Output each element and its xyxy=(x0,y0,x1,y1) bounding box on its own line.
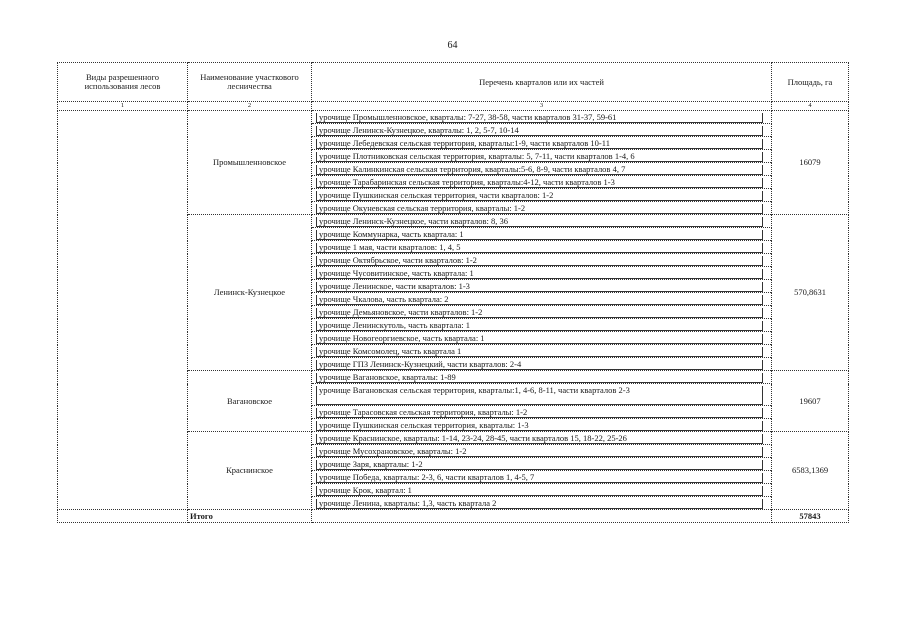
forestry-name: Краснинское xyxy=(188,432,312,510)
total-row xyxy=(58,510,849,523)
total-label: Итого xyxy=(188,510,312,523)
quarter-cell xyxy=(312,124,772,137)
area-value: 570,8631 xyxy=(772,215,849,371)
forest-quarters-table xyxy=(57,62,849,523)
header-forestry: Наименование участкового лесничества xyxy=(188,63,312,102)
quarter-text: урочище Ленинск-Кузнецкое, части кварталов: 8, 36 xyxy=(316,217,763,227)
quarter-text: урочище Чкалова, часть квартала: 2 xyxy=(316,295,763,305)
column-number: 3 xyxy=(312,102,772,111)
quarter-cell xyxy=(312,371,772,384)
forestry-name: Вагановское xyxy=(188,371,312,432)
header-quarters: Перечень кварталов или их частей xyxy=(312,63,772,102)
forestry-name: Промышленновское xyxy=(188,111,312,215)
quarter-text: урочище Мусохрановское, кварталы: 1-2 xyxy=(316,447,763,457)
total-area: 57843 xyxy=(772,510,849,523)
total-empty-cell xyxy=(312,510,772,523)
quarter-text: урочище Тарабаринская сельская территория, кварталы:4-12, части кварталов 1-3 xyxy=(316,178,763,188)
quarter-cell xyxy=(312,432,772,445)
quarter-cell xyxy=(312,445,772,458)
area-value: 16079 xyxy=(772,111,849,215)
column-number: 2 xyxy=(188,102,312,111)
quarter-text: урочище Окуневская сельская территория, кварталы: 1-2 xyxy=(316,204,763,214)
quarter-text: урочище Промышленновское, кварталы: 7-27, 38-58, части кварталов 31-37, 59-61 xyxy=(316,113,763,123)
quarter-text: урочище Заря, кварталы: 1-2 xyxy=(316,460,763,470)
quarter-text: урочище Победа, кварталы: 2-3, 6, части кварталов 1, 4-5, 7 xyxy=(316,473,763,483)
quarter-text: урочище Чусовитинское, часть квартала: 1 xyxy=(316,269,763,279)
quarter-text: урочище Комсомолец, часть квартала 1 xyxy=(316,347,763,357)
quarter-cell xyxy=(312,215,772,228)
quarter-cell xyxy=(312,189,772,202)
quarter-cell xyxy=(312,137,772,150)
column-number: 4 xyxy=(772,102,849,111)
column-number-row xyxy=(58,102,849,111)
quarter-text: урочище Ленинское, части кварталов: 1-3 xyxy=(316,282,763,292)
quarter-cell xyxy=(312,306,772,319)
quarter-text: урочище Краснинское, кварталы: 1-14, 23-24, 28-45, части кварталов 15, 18-22, 25-26 xyxy=(316,434,763,444)
quarter-cell xyxy=(312,419,772,432)
use-types-cell xyxy=(58,111,188,510)
quarter-cell xyxy=(312,150,772,163)
quarter-text: урочище Пушкинская сельская территория, части кварталов: 1-2 xyxy=(316,191,763,201)
quarter-text: урочище Демьяновское, части кварталов: 1-2 xyxy=(316,308,763,318)
quarter-text: урочище Ленинск-Кузнецкое, кварталы: 1, 2, 5-7, 10-14 xyxy=(316,126,763,136)
quarter-text: урочище Калинкинская сельская территория, кварталы:5-6, 8-9, части кварталов 4, 7 xyxy=(316,165,763,175)
area-value: 19607 xyxy=(772,371,849,432)
quarter-cell xyxy=(312,111,772,124)
quarter-text: урочище Октябрьское, части кварталов: 1-2 xyxy=(316,256,763,266)
column-number: 1 xyxy=(58,102,188,111)
quarter-text: урочище Крок, квартал: 1 xyxy=(316,486,763,496)
quarter-cell xyxy=(312,345,772,358)
quarter-cell xyxy=(312,497,772,510)
quarter-text: урочище Ленина, кварталы: 1,3, часть квартала 2 xyxy=(316,499,763,509)
quarter-text: урочище Коммунарка, часть квартала: 1 xyxy=(316,230,763,240)
quarter-text: урочище ГПЗ Ленинск-Кузнецкий, части кварталов: 2-4 xyxy=(316,360,763,370)
quarter-cell xyxy=(312,254,772,267)
forestry-name: Ленинск-Кузнецкое xyxy=(188,215,312,371)
quarter-cell xyxy=(312,384,772,406)
quarter-text: урочище Вагановская сельская территория, кварталы:1, 4-6, 8-11, части кварталов 2-3 xyxy=(316,386,763,405)
quarter-cell xyxy=(312,358,772,371)
quarter-cell xyxy=(312,458,772,471)
total-empty-cell xyxy=(58,510,188,523)
quarter-cell xyxy=(312,241,772,254)
quarter-cell xyxy=(312,163,772,176)
quarter-cell xyxy=(312,202,772,215)
header-row xyxy=(58,63,849,102)
quarter-cell xyxy=(312,406,772,419)
quarter-text: урочище 1 мая, части кварталов: 1, 4, 5 xyxy=(316,243,763,253)
quarter-cell xyxy=(312,332,772,345)
quarter-text: урочище Плотниковская сельская территория, кварталы: 5, 7-11, части кварталов 1-4, 6 xyxy=(316,152,763,162)
quarter-cell xyxy=(312,228,772,241)
table-row xyxy=(58,111,849,124)
quarter-text: урочище Вагановское, кварталы: 1-89 xyxy=(316,373,763,383)
quarter-text: урочище Пушкинская сельская территория, кварталы: 1-3 xyxy=(316,421,763,431)
header-area: Площадь, га xyxy=(772,63,849,102)
header-use-types: Виды разрешенного использования лесов xyxy=(58,63,188,102)
quarter-text: урочище Тарасовская сельская территория, кварталы: 1-2 xyxy=(316,408,763,418)
quarter-text: урочище Ленинскутоль, часть квартала: 1 xyxy=(316,321,763,331)
quarter-cell xyxy=(312,176,772,189)
area-value: 6583,1369 xyxy=(772,432,849,510)
quarter-cell xyxy=(312,319,772,332)
quarter-cell xyxy=(312,471,772,484)
quarter-cell xyxy=(312,280,772,293)
quarter-cell xyxy=(312,293,772,306)
page-number: 64 xyxy=(447,40,458,51)
quarter-cell xyxy=(312,484,772,497)
quarter-text: урочище Новогеоргиевское, часть квартала: 1 xyxy=(316,334,763,344)
quarter-text: урочище Лебедевская сельская территория, кварталы:1-9, части кварталов 10-11 xyxy=(316,139,763,149)
quarter-cell xyxy=(312,267,772,280)
